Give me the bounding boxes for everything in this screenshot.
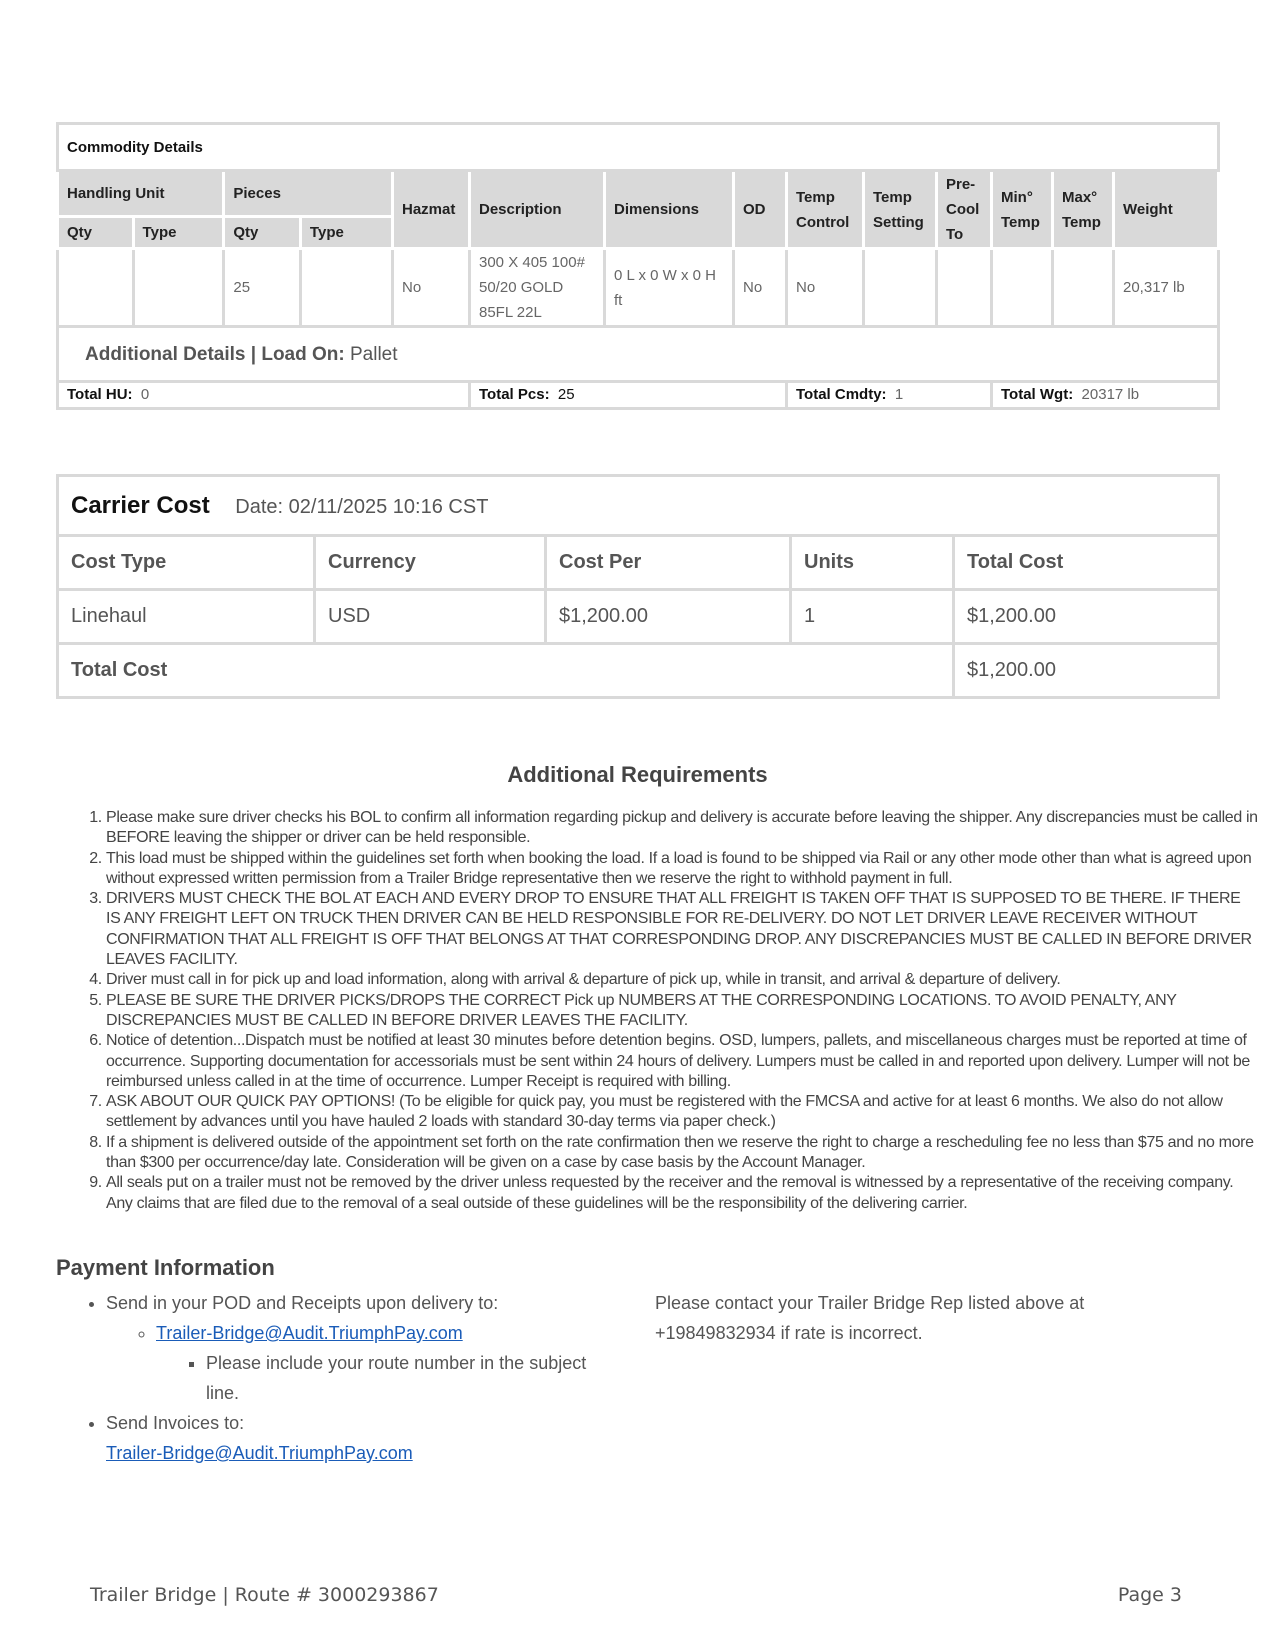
list-item: 6. Notice of detention...Dispatch must be notified at least 30 minutes before detention begins. OSD, lumpers, pallets, and miscellaneous charges must be reported at time of occurrence. Supporting documentation for accessorials must be sent within 24 hours of delivery. Lumpers must be called in and reported upon delivery. Lumper will not be reimbursed unless called in at the time of occurrence. Lumper Receipt is required with billing. <box>106 1031 1258 1092</box>
pre-cool-to-cell <box>937 249 992 327</box>
additional-requirements-title: Additional Requirements <box>507 762 768 787</box>
units-cell: 1 <box>791 590 954 644</box>
carrier-cost-table <box>56 474 1220 699</box>
cost-type-header: Cost Type <box>58 536 315 590</box>
carrier-cost-title: Carrier Cost <box>71 491 210 519</box>
carrier-cost-date: Date: 02/11/2025 10:16 CST <box>235 495 489 518</box>
list-item: 2. This load must be shipped within the guidelines set forth when booking the load. If a load is found to be shipped via Rail or any other mode other than what is agreed upon without expressed written permission from a Trailer Bridge representative then we reserve the right to withhold payment in full. <box>106 849 1258 890</box>
temp-setting-cell <box>864 249 937 327</box>
hu-type-header: Type <box>133 217 224 249</box>
list-item: 1. Please make sure driver checks his BOL to confirm all information regarding pickup and delivery is accurate before leaving the shipper. Any discrepancies must be called in BEFORE leaving the shipper or driver can be held responsible. <box>106 808 1258 849</box>
pcs-qty-cell: 25 <box>224 249 301 327</box>
pod-email-link[interactable]: Trailer-Bridge@Audit.TriumphPay.com <box>156 1323 463 1343</box>
send-invoices-text: Send Invoices to: <box>106 1413 245 1433</box>
pcs-type-cell <box>300 249 392 327</box>
total-pcs-value: 25 <box>557 386 575 403</box>
list-item <box>156 1318 616 1408</box>
footer-page-number: Page 3 <box>1117 1584 1182 1606</box>
pre-cool-to-header: Pre-Cool To <box>937 171 992 249</box>
dimensions-cell: 0 L x 0 W x 0 H ft <box>605 249 734 327</box>
total-wgt <box>992 382 1219 409</box>
dimensions-header: Dimensions <box>605 171 734 249</box>
min-temp-cell <box>992 249 1053 327</box>
cost-type-cell: Linehaul <box>58 590 315 644</box>
list-item: 9. All seals put on a trailer must not be removed by the driver unless requested by the receiver and the removal is witnessed by a representative of the receiving company. Any claims that are filed due to the removal of a seal outside of these guidelines will be the responsibility of the delivering carrier. <box>106 1173 1258 1214</box>
pcs-type-header: Type <box>300 217 392 249</box>
send-pod-text: Send in your POD and Receipts upon delivery to: <box>106 1293 499 1313</box>
currency-cell: USD <box>315 590 546 644</box>
min-temp-header: Min° Temp <box>992 171 1053 249</box>
subject-note: ▪ Please include your route number in the subject line. <box>206 1348 616 1408</box>
description-header: Description <box>470 171 605 249</box>
total-wgt-label: Total Wgt: <box>1001 386 1074 403</box>
table-row <box>58 249 1219 327</box>
total-cmdty-label: Total Cmdty: <box>796 386 887 403</box>
list-item: 5. PLEASE BE SURE THE DRIVER PICKS/DROPS THE CORRECT Pick up NUMBERS AT THE CORRESPONDING LOCATIONS. TO AVOID PENALTY, ANY DISCREPANCIES MUST BE CALLED IN BEFORE DRIVER LEAVES THE FACILITY. <box>106 991 1258 1032</box>
weight-header: Weight <box>1114 171 1219 249</box>
contact-note: Please contact your Trailer Bridge Rep listed above at +19849832934 if rate is incorrect. <box>655 1293 1085 1343</box>
cost-per-header: Cost Per <box>546 536 791 590</box>
list-item <box>106 1288 616 1408</box>
max-temp-cell <box>1053 249 1114 327</box>
additional-details-label: Additional Details | Load On: <box>85 343 345 365</box>
total-hu-value: 0 <box>140 386 150 403</box>
list-item: 3. DRIVERS MUST CHECK THE BOL AT EACH AND EVERY DROP TO ENSURE THAT ALL FREIGHT IS TAKEN OFF THAT IS SUPPOSED TO BE THERE. IF THERE IS ANY FREIGHT LEFT ON TRUCK THEN DRIVER CAN BE HELD RESPONSIBLE FOR RE-DELIVERY. DO NOT LET DRIVER LEAVE RECEIVER WITHOUT CONFIRMATION THAT ALL FREIGHT IS OFF THAT BELONGS AT THAT CORRESPONDING DROP. ANY DISCREPANCIES MUST BE CALLED IN BEFORE DRIVER LEAVES FACILITY. <box>106 889 1258 970</box>
total-cost-header: Total Cost <box>954 536 1219 590</box>
grand-total-label: Total Cost <box>58 644 954 698</box>
total-pcs <box>470 382 787 409</box>
max-temp-header: Max° Temp <box>1053 171 1114 249</box>
temp-control-header: Temp Control <box>787 171 864 249</box>
commodity-details-title: Commodity Details <box>58 124 1219 171</box>
total-wgt-value: 20317 lb <box>1081 386 1140 403</box>
requirements-list <box>56 808 1258 1214</box>
additional-details <box>58 327 1219 382</box>
total-cmdty <box>787 382 992 409</box>
list-item: 7. ASK ABOUT OUR QUICK PAY OPTIONS! (To be eligible for quick pay, you must be registered with the FMCSA and active for at least 6 months. We also do not allow settlement by advances until you have hauled 2 loads with standard 30-day terms via paper check.) <box>106 1092 1258 1133</box>
temp-setting-header: Temp Setting <box>864 171 937 249</box>
total-hu-label: Total HU: <box>67 386 133 403</box>
pieces-header: Pieces <box>224 171 393 217</box>
list-item <box>106 1408 616 1468</box>
description-cell: 300 X 405 100# 50/20 GOLD 85FL 22L <box>470 249 605 327</box>
hu-qty-cell <box>58 249 134 327</box>
weight-cell: 20,317 lb <box>1114 249 1219 327</box>
carrier-cost-heading <box>58 476 1219 536</box>
list-item: 8. If a shipment is delivered outside of the appointment set forth on the rate confirmation then we reserve the right to charge a rescheduling fee no less than $75 and no more than $300 per occurrence/day late. Consideration will be given on a case by case basis by the Account Manager. <box>106 1133 1258 1174</box>
pcs-qty-header: Qty <box>224 217 301 249</box>
hu-type-cell <box>133 249 224 327</box>
total-hu <box>58 382 470 409</box>
temp-control-cell: No <box>787 249 864 327</box>
payment-instructions <box>56 1288 616 1468</box>
payment-information-title: Payment Information <box>56 1255 275 1280</box>
footer-route: Trailer Bridge | Route # 3000293867 <box>90 1584 439 1606</box>
handling-unit-header: Handling Unit <box>58 171 224 217</box>
table-row <box>58 590 1219 644</box>
total-cost-cell: $1,200.00 <box>954 590 1219 644</box>
hazmat-header: Hazmat <box>393 171 470 249</box>
cost-per-cell: $1,200.00 <box>546 590 791 644</box>
hazmat-cell: No <box>393 249 470 327</box>
total-pcs-label: Total Pcs: <box>479 386 550 403</box>
invoice-email-link[interactable]: Trailer-Bridge@Audit.TriumphPay.com <box>106 1443 413 1463</box>
hu-qty-header: Qty <box>58 217 134 249</box>
total-cmdty-value: 1 <box>894 386 904 403</box>
od-header: OD <box>734 171 787 249</box>
units-header: Units <box>791 536 954 590</box>
list-item: 4. Driver must call in for pick up and load information, along with arrival & departure of pick up, while in transit, and arrival & departure of delivery. <box>106 970 1258 990</box>
od-cell: No <box>734 249 787 327</box>
commodity-details-table <box>56 122 1220 410</box>
grand-total-value: $1,200.00 <box>954 644 1219 698</box>
currency-header: Currency <box>315 536 546 590</box>
load-on-value: Pallet <box>350 343 398 365</box>
